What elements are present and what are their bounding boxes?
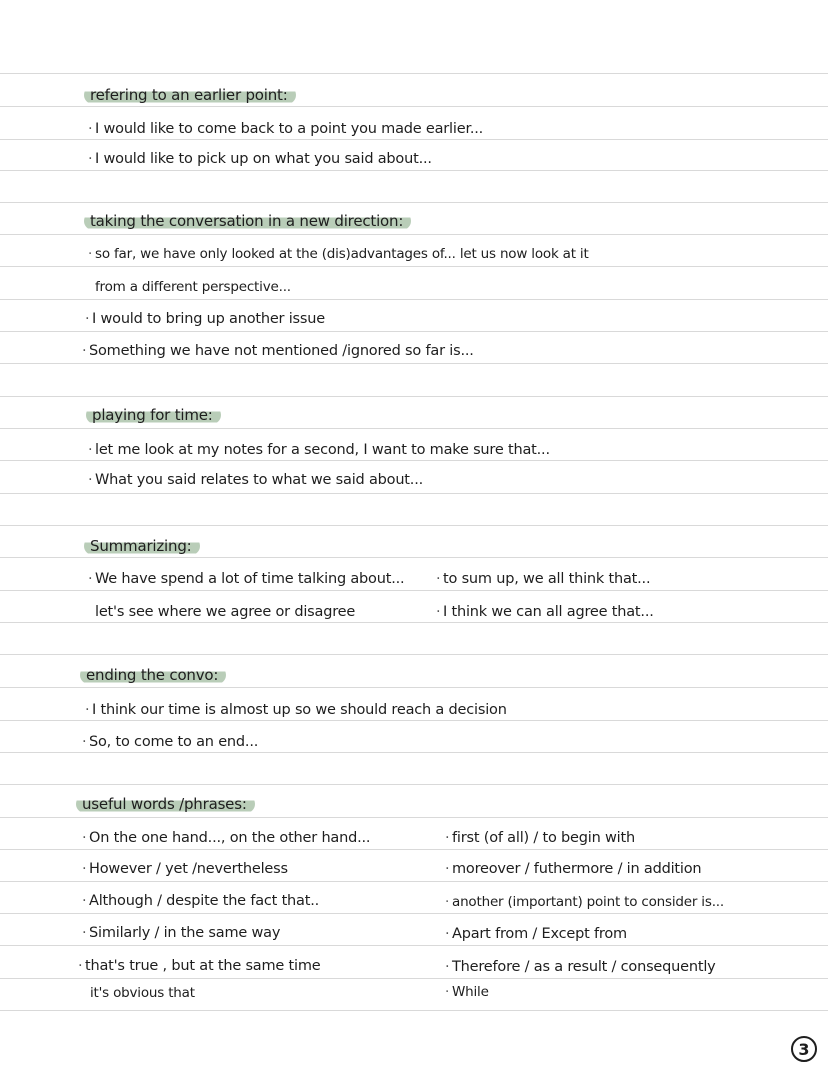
- phrase-line: · Something we have not mentioned /ignored so far is...: [82, 343, 474, 359]
- phrase-line-left: · Although / despite the fact that..: [82, 893, 320, 909]
- phrase-line-left-continued: it's obvious that: [90, 985, 195, 1001]
- heading-new-direction: taking the conversation in a new direction:: [84, 212, 411, 230]
- phrase-line-right: · Apart from / Except from: [445, 926, 627, 942]
- heading-ending-convo: ending the convo:: [80, 666, 226, 684]
- phrase-line-left: let's see where we agree or disagree: [95, 604, 356, 620]
- phrase-line-left: · However / yet /nevertheless: [82, 861, 288, 877]
- phrase-line: · I would like to come back to a point you made earlier...: [88, 121, 484, 137]
- phrase-line-right: · moreover / futhermore / in addition: [445, 861, 702, 877]
- phrase-line-right: · I think we can all agree that...: [436, 604, 654, 620]
- phrase-line-left: · We have spend a lot of time talking about...: [88, 571, 405, 587]
- phrase-line-right: · to sum up, we all think that...: [436, 571, 651, 587]
- heading-summarizing: Summarizing:: [84, 537, 200, 555]
- heading-useful-words: useful words /phrases:: [76, 795, 255, 813]
- phrase-line: · so far, we have only looked at the (dis)advantages of... let us now look at it: [88, 246, 589, 262]
- phrase-line: · So, to come to an end...: [82, 734, 259, 750]
- phrase-line: · I would like to pick up on what you said about...: [88, 151, 432, 167]
- phrase-line-right: · Therefore / as a result / consequently: [445, 959, 716, 975]
- phrase-line-left: · Similarly / in the same way: [82, 925, 281, 941]
- heading-playing-for-time: playing for time:: [86, 406, 221, 424]
- phrase-line-right: · another (important) point to consider is...: [445, 894, 724, 910]
- page-number-badge: 3: [791, 1036, 817, 1062]
- phrase-line-continued: from a different perspective...: [95, 279, 291, 295]
- phrase-line: · What you said relates to what we said about...: [88, 472, 424, 488]
- phrase-line-right: · While: [445, 984, 489, 1000]
- heading-referring-earlier-point: refering to an earlier point:: [84, 86, 296, 104]
- phrase-line: · I think our time is almost up so we should reach a decision: [85, 702, 507, 718]
- phrase-line-left: · On the one hand..., on the other hand...: [82, 830, 371, 846]
- phrase-line-right: · first (of all) / to begin with: [445, 830, 635, 846]
- phrase-line-left: · that's true , but at the same time: [78, 958, 321, 974]
- phrase-line: · I would to bring up another issue: [85, 311, 325, 327]
- phrase-line: · let me look at my notes for a second, I want to make sure that...: [88, 442, 550, 458]
